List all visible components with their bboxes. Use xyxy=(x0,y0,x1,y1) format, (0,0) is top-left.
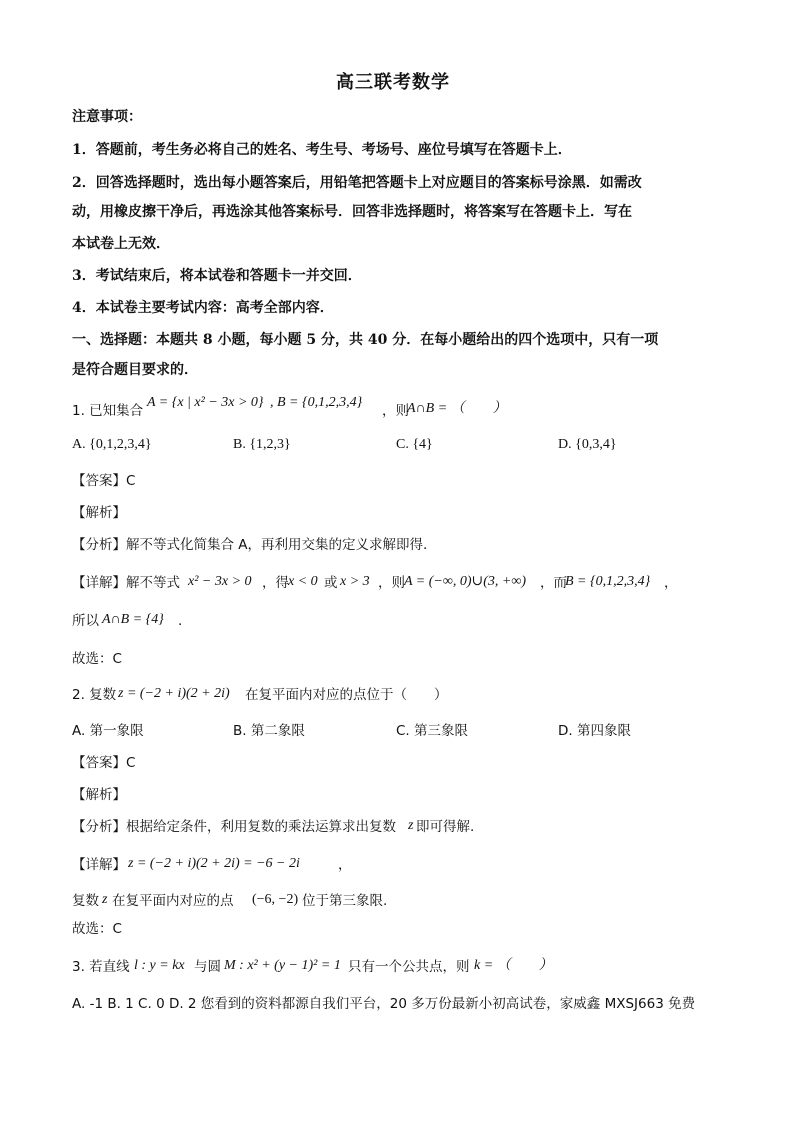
notice-heading: 注意事项： xyxy=(72,109,142,125)
q2-stem-prefix: 2. 复数 xyxy=(72,687,117,703)
q1-analysis: 【分析】解不等式化简集合 A，再利用交集的定义求解即得. xyxy=(72,537,428,553)
q2-detail-comma: ， xyxy=(338,857,352,873)
q2-detail-z: z xyxy=(102,892,108,907)
q2-analysis-label: 【解析】 xyxy=(72,787,126,803)
q1-detail-text: ，得 xyxy=(262,575,289,591)
notice-item-2-cont: 动，用橡皮擦干净后，再选涂其他答案标号．回答非选择题时，将答案写在答题卡上．写在 xyxy=(72,204,632,220)
q1-detail-and: ，而 xyxy=(540,575,567,591)
q1-detail-result: A∩B = {4} xyxy=(102,612,164,627)
q1-final: 故选：C xyxy=(72,651,122,667)
q1-option-d: D. {0,3,4} xyxy=(558,437,617,452)
q2-analysis-text: 【分析】根据给定条件，利用复数的乘法运算求出复数 xyxy=(72,819,396,835)
q3-stem-prefix: 3. 若直线 xyxy=(72,959,130,975)
q2-detail-end: 位于第三象限. xyxy=(302,893,388,909)
notice-item-1: 1．答题前，考生务必将自己的姓名、考生号、考场号、座位号填写在答题卡上． xyxy=(72,142,572,158)
q1-detail-or: 或 xyxy=(324,575,338,591)
q3-ask: k = （ ） xyxy=(474,958,553,973)
q1-detail-ineq: x² − 3x > 0 xyxy=(188,574,252,589)
q2-detail-prefix: 复数 xyxy=(72,893,99,909)
q2-option-c: C. 第三象限 xyxy=(396,723,469,739)
page-title: 高三联考数学 xyxy=(336,72,450,93)
q1-set-a: A = {x | x² − 3x > 0} xyxy=(147,395,264,410)
q1-detail-period: . xyxy=(178,613,183,629)
q1-ask: A∩B = （ ） xyxy=(407,401,507,416)
section-heading: 一、选择题：本题共 8 小题，每小题 5 分，共 40 分．在每小题给出的四个选项中，只有一项 xyxy=(72,332,659,348)
q2-option-b: B. 第二象限 xyxy=(233,723,305,739)
q3-options-line: A. -1 B. 1 C. 0 D. 2 您看到的资料都源自我们平台，20 多万份最新小初高试卷，家威鑫 MXSJ663 免费 xyxy=(72,996,696,1012)
q1-detail-comma: ， xyxy=(664,575,678,591)
q1-detail-so: 所以 xyxy=(72,613,99,629)
q1-answer: 【答案】C xyxy=(72,473,136,489)
q2-detail-expr: z = (−2 + i)(2 + 2i) = −6 − 2i xyxy=(128,856,300,871)
q1-option-b: B. {1,2,3} xyxy=(233,437,291,452)
q1-detail-label: 【详解】解不等式 xyxy=(72,575,180,591)
notice-item-4: 4．本试卷主要考试内容：高考全部内容． xyxy=(72,300,334,316)
q1-detail-set-b: B = {0,1,2,3,4} xyxy=(565,574,651,589)
q2-detail-label: 【详解】 xyxy=(72,857,126,873)
q2-detail-point: (−6, −2) xyxy=(252,892,299,907)
q3-line: l : y = kx xyxy=(134,958,185,973)
q2-detail-text: 在复平面内对应的点 xyxy=(112,893,234,909)
q2-analysis-z: z xyxy=(408,818,414,833)
q3-mid: 与圆 xyxy=(194,959,221,975)
notice-item-2-end: 本试卷上无效． xyxy=(72,236,170,252)
q3-stem-suffix: 只有一个公共点，则 xyxy=(348,959,470,975)
q1-detail-then: ，则 xyxy=(378,575,405,591)
q1-stem-prefix: 1. 已知集合 xyxy=(72,403,144,419)
q2-final: 故选：C xyxy=(72,921,122,937)
q1-option-a: A. {0,1,2,3,4} xyxy=(72,437,152,452)
q1-option-c: C. {4} xyxy=(396,437,433,452)
notice-item-2: 2．回答选择题时，选出每小题答案后，用铅笔把答题卡上对应题目的答案标号涂黑．如需改 xyxy=(72,175,642,191)
q2-analysis-end: 即可得解. xyxy=(416,819,475,835)
q1-analysis-label: 【解析】 xyxy=(72,505,126,521)
q2-option-a: A. 第一象限 xyxy=(72,723,144,739)
q1-set-b: , B = {0,1,2,3,4} xyxy=(270,395,363,410)
q1-stem-suffix: ，则 xyxy=(382,403,409,419)
q2-stem-suffix: 在复平面内对应的点位于（ ） xyxy=(245,687,448,703)
q3-circle: M : x² + (y − 1)² = 1 xyxy=(224,958,341,973)
q2-answer: 【答案】C xyxy=(72,755,136,771)
q1-detail-x-gt-3: x > 3 xyxy=(340,574,370,589)
q2-option-d: D. 第四象限 xyxy=(558,723,631,739)
q1-detail-x-lt-0: x < 0 xyxy=(288,574,318,589)
section-heading-cont: 是符合题目要求的． xyxy=(72,362,198,378)
q1-detail-set-a: A = (−∞, 0)∪(3, +∞) xyxy=(404,574,526,589)
notice-item-3: 3．考试结束后，将本试卷和答题卡一并交回． xyxy=(72,268,362,284)
q2-expr: z = (−2 + i)(2 + 2i) xyxy=(118,686,230,701)
